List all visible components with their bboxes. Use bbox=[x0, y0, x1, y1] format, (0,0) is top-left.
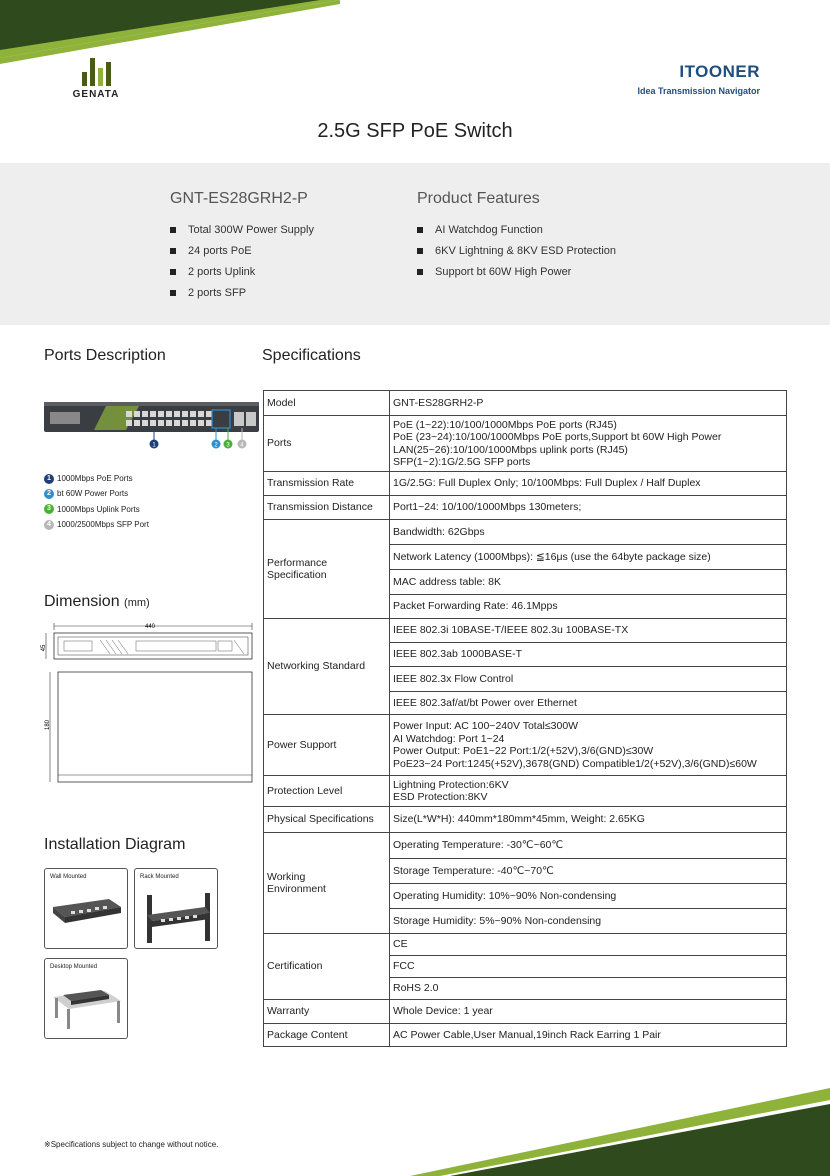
spec-value: MAC address table: 8K bbox=[390, 570, 787, 595]
desktop-mounted-box bbox=[44, 958, 128, 1039]
ports-legend bbox=[44, 471, 149, 532]
spec-value: Operating Temperature: -30℃~60℃ bbox=[390, 833, 787, 859]
spec-label: Power Support bbox=[264, 715, 390, 776]
spec-value: Power Input: AC 100~240V Total≤300W AI Watchdog: Port 1~24 Power Output: PoE1~22 Port:1/2(+52V),3/6(GND)≤30W PoE23~24 Port:1245(+52V),3678(GND) Compatible1/2(+52V),3/6(GND)≤60W bbox=[390, 715, 787, 776]
genata-logo bbox=[66, 58, 126, 100]
spec-value: IEEE 802.3ab 1000BASE-T bbox=[390, 643, 787, 667]
spec-value: Storage Temperature: -40℃~70℃ bbox=[390, 859, 787, 884]
spec-row bbox=[264, 715, 787, 776]
rack-mounted-box bbox=[134, 868, 218, 949]
spec-value: Port1~24: 10/100/1000Mbps 130meters; bbox=[390, 496, 787, 520]
desktop-mounted-caption: Desktop Mounted bbox=[50, 964, 98, 970]
callout-2: 2 bbox=[214, 442, 218, 449]
spec-value: Packet Forwarding Rate: 46.1Mpps bbox=[390, 595, 787, 619]
model-bullet: 2 ports SFP bbox=[170, 282, 314, 303]
spec-value: FCC bbox=[390, 956, 787, 978]
spec-value: IEEE 802.3x Flow Control bbox=[390, 667, 787, 692]
spec-value: Whole Device: 1 year bbox=[390, 1000, 787, 1024]
summary-band bbox=[0, 163, 830, 325]
legend-item: 2 bt 60W Power Ports bbox=[44, 486, 149, 501]
installation-heading: Installation Diagram bbox=[44, 836, 186, 853]
spec-row bbox=[264, 391, 787, 416]
wall-mounted-illustration bbox=[49, 895, 125, 935]
spec-value: GNT-ES28GRH2-P bbox=[390, 391, 787, 416]
callout-4: 4 bbox=[240, 442, 244, 449]
spec-row bbox=[264, 520, 787, 545]
spec-value: AC Power Cable,User Manual,19inch Rack Earring 1 Pair bbox=[390, 1024, 787, 1047]
itooner-tagline: Idea Transmission Navigator bbox=[637, 86, 760, 96]
ports-description-heading: Ports Description bbox=[44, 347, 166, 364]
wall-mounted-caption: Wall Mounted bbox=[50, 874, 87, 880]
model-bullet-list bbox=[170, 219, 314, 303]
features-bullet-list bbox=[417, 219, 616, 282]
spec-row bbox=[264, 776, 787, 807]
switch-front-panel-image bbox=[44, 400, 264, 452]
spec-row bbox=[264, 1000, 787, 1024]
legend-item: 1 1000Mbps PoE Ports bbox=[44, 471, 149, 486]
bottom-right-corner-stripes bbox=[410, 1086, 830, 1176]
footnote: ※Specifications subject to change without notice. bbox=[44, 1140, 219, 1149]
spec-row bbox=[264, 833, 787, 859]
spec-label: Networking Standard bbox=[264, 619, 390, 715]
dimension-width-label: 440 bbox=[144, 624, 156, 630]
spec-label: Certification bbox=[264, 934, 390, 1000]
feature-bullet: AI Watchdog Function bbox=[417, 219, 616, 240]
spec-value: RoHS 2.0 bbox=[390, 978, 787, 1000]
itooner-logo bbox=[637, 62, 760, 96]
spec-row bbox=[264, 416, 787, 472]
spec-value: PoE (1~22):10/100/1000Mbps PoE ports (RJ45) PoE (23~24):10/100/1000Mbps PoE ports,Support bt 60W High Power LAN(25~26):10/100/1000Mbps uplink ports (RJ45) SFP(1~2):1G/2.5G SFP ports bbox=[390, 416, 787, 472]
model-heading: GNT-ES28GRH2-P bbox=[170, 190, 308, 207]
spec-value: Lightning Protection:6KV ESD Protection:8KV bbox=[390, 776, 787, 807]
legend-item: 3 1000Mbps Uplink Ports bbox=[44, 502, 149, 517]
callout-1: 1 bbox=[152, 442, 156, 449]
spec-row bbox=[264, 807, 787, 833]
spec-row bbox=[264, 472, 787, 496]
spec-row bbox=[264, 496, 787, 520]
spec-label: Physical Specifications bbox=[264, 807, 390, 833]
spec-row bbox=[264, 934, 787, 956]
wall-mounted-box bbox=[44, 868, 128, 949]
spec-label: Model bbox=[264, 391, 390, 416]
feature-bullet: Support bt 60W High Power bbox=[417, 261, 616, 282]
itooner-name: ITOONER bbox=[679, 62, 760, 81]
spec-label: Warranty bbox=[264, 1000, 390, 1024]
document-title: 2.5G SFP PoE Switch bbox=[317, 120, 513, 142]
spec-value: Size(L*W*H): 440mm*180mm*45mm, Weight: 2.65KG bbox=[390, 807, 787, 833]
feature-bullet: 6KV Lightning & 8KV ESD Protection bbox=[417, 240, 616, 261]
spec-row bbox=[264, 619, 787, 643]
spec-label: Package Content bbox=[264, 1024, 390, 1047]
dimension-drawing bbox=[40, 620, 256, 790]
model-bullet: 2 ports Uplink bbox=[170, 261, 314, 282]
spec-label: Protection Level bbox=[264, 776, 390, 807]
dimension-height-label: 45 bbox=[41, 644, 47, 652]
spec-value: Bandwidth: 62Gbps bbox=[390, 520, 787, 545]
features-heading: Product Features bbox=[417, 190, 540, 207]
spec-label: Performance Specification bbox=[264, 520, 390, 619]
model-bullet: Total 300W Power Supply bbox=[170, 219, 314, 240]
spec-label: Ports bbox=[264, 416, 390, 472]
genata-name: GENATA bbox=[72, 89, 120, 100]
callout-3: 3 bbox=[226, 442, 230, 449]
spec-label: Working Environment bbox=[264, 833, 390, 934]
genata-logo-icon bbox=[66, 58, 126, 86]
model-bullet: 24 ports PoE bbox=[170, 240, 314, 261]
spec-row bbox=[264, 1024, 787, 1047]
rack-mounted-caption: Rack Mounted bbox=[140, 874, 179, 880]
specifications-table bbox=[263, 390, 787, 1047]
legend-item: 4 1000/2500Mbps SFP Port bbox=[44, 517, 149, 532]
spec-value: Network Latency (1000Mbps): ≦16μs (use the 64byte package size) bbox=[390, 545, 787, 570]
dimension-depth-label: 180 bbox=[45, 719, 51, 731]
spec-label: Transmission Distance bbox=[264, 496, 390, 520]
specifications-heading: Specifications bbox=[262, 347, 361, 364]
spec-value: 1G/2.5G: Full Duplex Only; 10/100Mbps: Full Duplex / Half Duplex bbox=[390, 472, 787, 496]
top-left-corner-stripes bbox=[0, 0, 340, 72]
desktop-mounted-illustration bbox=[49, 981, 125, 1035]
spec-value: IEEE 802.3i 10BASE-T/IEEE 802.3u 100BASE-TX bbox=[390, 619, 787, 643]
dimension-heading: Dimension (mm) bbox=[44, 593, 150, 610]
spec-value: CE bbox=[390, 934, 787, 956]
spec-value: IEEE 802.3af/at/bt Power over Ethernet bbox=[390, 692, 787, 715]
spec-label: Transmission Rate bbox=[264, 472, 390, 496]
rack-mounted-illustration bbox=[139, 889, 215, 945]
spec-value: Storage Humidity: 5%~90% Non-condensing bbox=[390, 909, 787, 934]
spec-value: Operating Humidity: 10%~90% Non-condensing bbox=[390, 884, 787, 909]
